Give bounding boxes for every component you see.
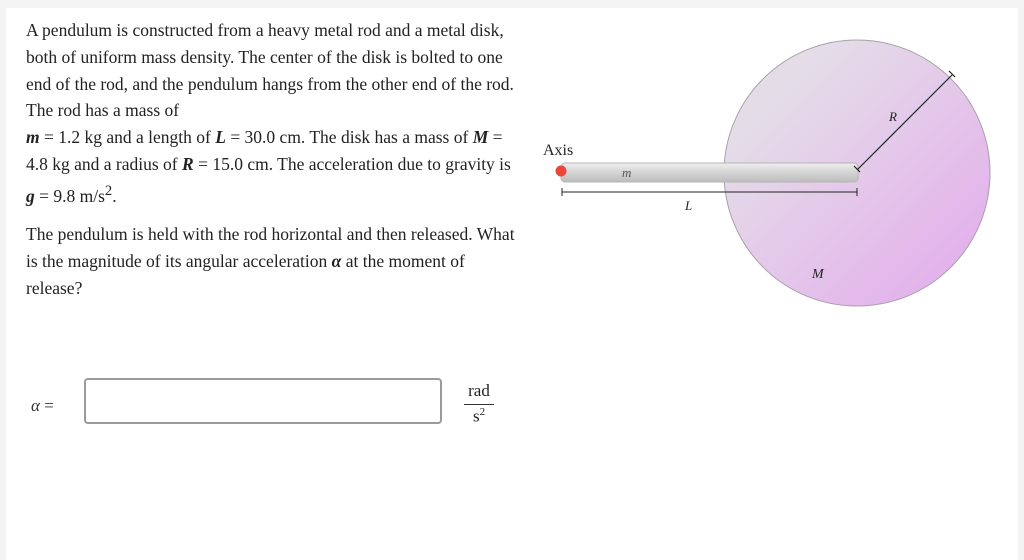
alpha-symbol: α xyxy=(331,251,342,272)
axis-pivot-dot xyxy=(556,166,567,177)
radius-tick-edge xyxy=(949,71,955,77)
unit-numerator: rad xyxy=(464,381,494,405)
gravity-symbol: g xyxy=(26,185,35,206)
disk-mass-label: M xyxy=(812,267,824,282)
unit-denominator: $s^2$ xyxy=(472,406,486,426)
disk-radius-symbol: R xyxy=(182,153,194,174)
axis-label: Axis xyxy=(543,142,574,159)
rod-length-symbol: L xyxy=(215,127,226,148)
question-paragraph: The pendulum is held with the rod horizontal and then released. What is the magnitude of its angular acceleration α at the moment of release? xyxy=(26,224,515,298)
rod-mass-label: m xyxy=(622,165,632,180)
rod-mass-symbol: m xyxy=(26,127,40,148)
disk-mass-symbol: M xyxy=(472,127,489,148)
metal-rod xyxy=(561,163,858,182)
answer-label: α = xyxy=(31,396,54,415)
radius-label: R xyxy=(889,109,897,124)
length-label: L xyxy=(685,198,693,213)
problem-paragraph: A pendulum is constructed from a heavy metal rod and a metal disk, both of uniform mass density. The center of the disk is bolted to one end of the rod, and the pendulum hangs from the other end of the rod. The rod has a mass of m = 1.2 kg and a length of L = 30.0 cm. The disk has a mass of M = 4.8 kg and a radius of R = 15.0 cm. The acceleration due to gravity is g = 9.8 $m/s^2$. xyxy=(26,20,514,206)
